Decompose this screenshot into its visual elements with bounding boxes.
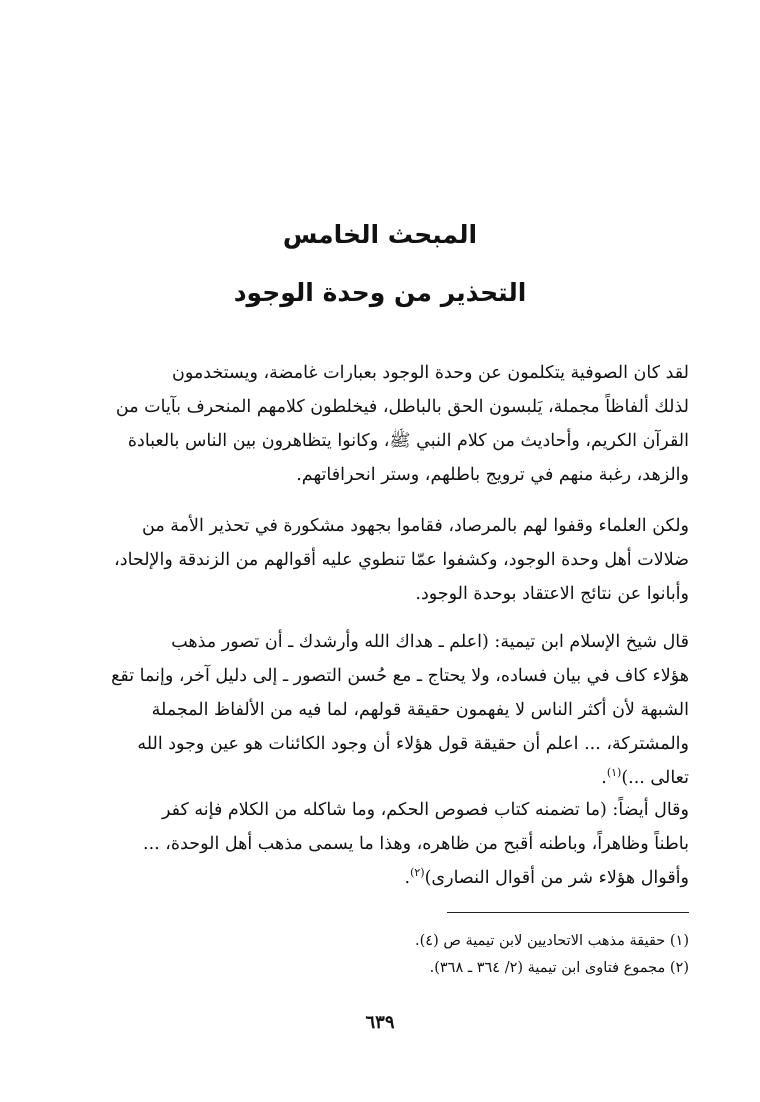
section-title: التحذير من وحدة الوجود [233, 278, 527, 307]
footnote-2: (٢) مجموع فتاوى ابن تيمية (٢/ ٣٦٤ ـ ٣٦٨). [429, 960, 689, 976]
text-line: والمشتركة، ... اعلم أن حقيقة قول هؤلاء أن وجود الكائنات هو عين وجود الله [137, 734, 689, 754]
footnote-1: (١) حقيقة مذهب الاتحاديين لابن تيمية ص (٤). [414, 933, 689, 949]
text-line: ضلالات أهل وحدة الوجود، وكشفوا عمّا تنطوي عليه أقوالهم من الزندقة والإلحاد، [114, 550, 689, 570]
section-heading: المبحث الخامس [282, 220, 478, 249]
text-line: الشبهة لأن أكثر الناس لا يفهمون حقيقة قولهم، لما فيه من الألفاظ المجملة [151, 700, 689, 720]
footnote-marker-1[interactable]: (١) [606, 766, 622, 780]
paragraph-scholars [71, 509, 689, 611]
text-line: لذلك ألفاظاً مجملة، يَلبسون الحق بالباطل، فيخلطون كلامهم المنحرف بآيات من [115, 397, 689, 417]
footnote-divider [447, 912, 689, 913]
text-line: القرآن الكريم، وأحاديث من كلام النبي ﷺ، وكانوا يتظاهرون بين الناس بالعبادة [127, 431, 689, 451]
text-line: ولكن العلماء وقفوا لهم بالمرصاد، فقاموا بجهود مشكورة في تحذير الأمة من [142, 516, 689, 536]
text-line: وقال أيضاً: (ما تضمنه كتاب فصوص الحكم، وما شاكله من الكلام فإنه كفر [162, 800, 689, 820]
text-line: هؤلاء كاف في بيان فساده، ولا يحتاج ـ مع حُسن التصور ـ إلى دليل آخر، وإنما تقع [111, 666, 689, 686]
text-fragment: وأقوال هؤلاء شر من أقوال النصارى) [424, 868, 689, 888]
text-line: وأبانوا عن نتائج الاعتقاد بوحدة الوجود. [415, 584, 689, 604]
page-number: ٦٣٩ [365, 1012, 395, 1033]
text-line-last: وأقوال هؤلاء شر من أقوال النصارى)$^{(٢)}$. [404, 866, 689, 888]
footnote-marker-2[interactable]: (٢) [410, 866, 425, 880]
paragraph-intro [71, 356, 689, 492]
paragraph-ibn-taymiyyah-quote-2 [71, 793, 689, 895]
text-line: باطناً وظاهراً، وباطنه أقبح من ظاهره، وهذا ما يسمى مذهب أهل الوحدة، ... [143, 834, 689, 854]
text-line: قال شيخ الإسلام ابن تيمية: (اعلم ـ هداك الله وأرشدك ـ أن تصور مذهب [171, 632, 689, 652]
paragraph-ibn-taymiyyah-quote-1 [71, 625, 689, 795]
text-line: لقد كان الصوفية يتكلمون عن وحدة الوجود بعبارات غامضة، ويستخدمون [171, 363, 689, 383]
text-line-last: تعالى ...)$^{(١)}$. [601, 766, 689, 788]
text-line: والزهد، رغبة منهم في ترويج باطلهم، وستر انحرافاتهم. [296, 465, 689, 485]
text-fragment: تعالى ...) [621, 768, 689, 788]
